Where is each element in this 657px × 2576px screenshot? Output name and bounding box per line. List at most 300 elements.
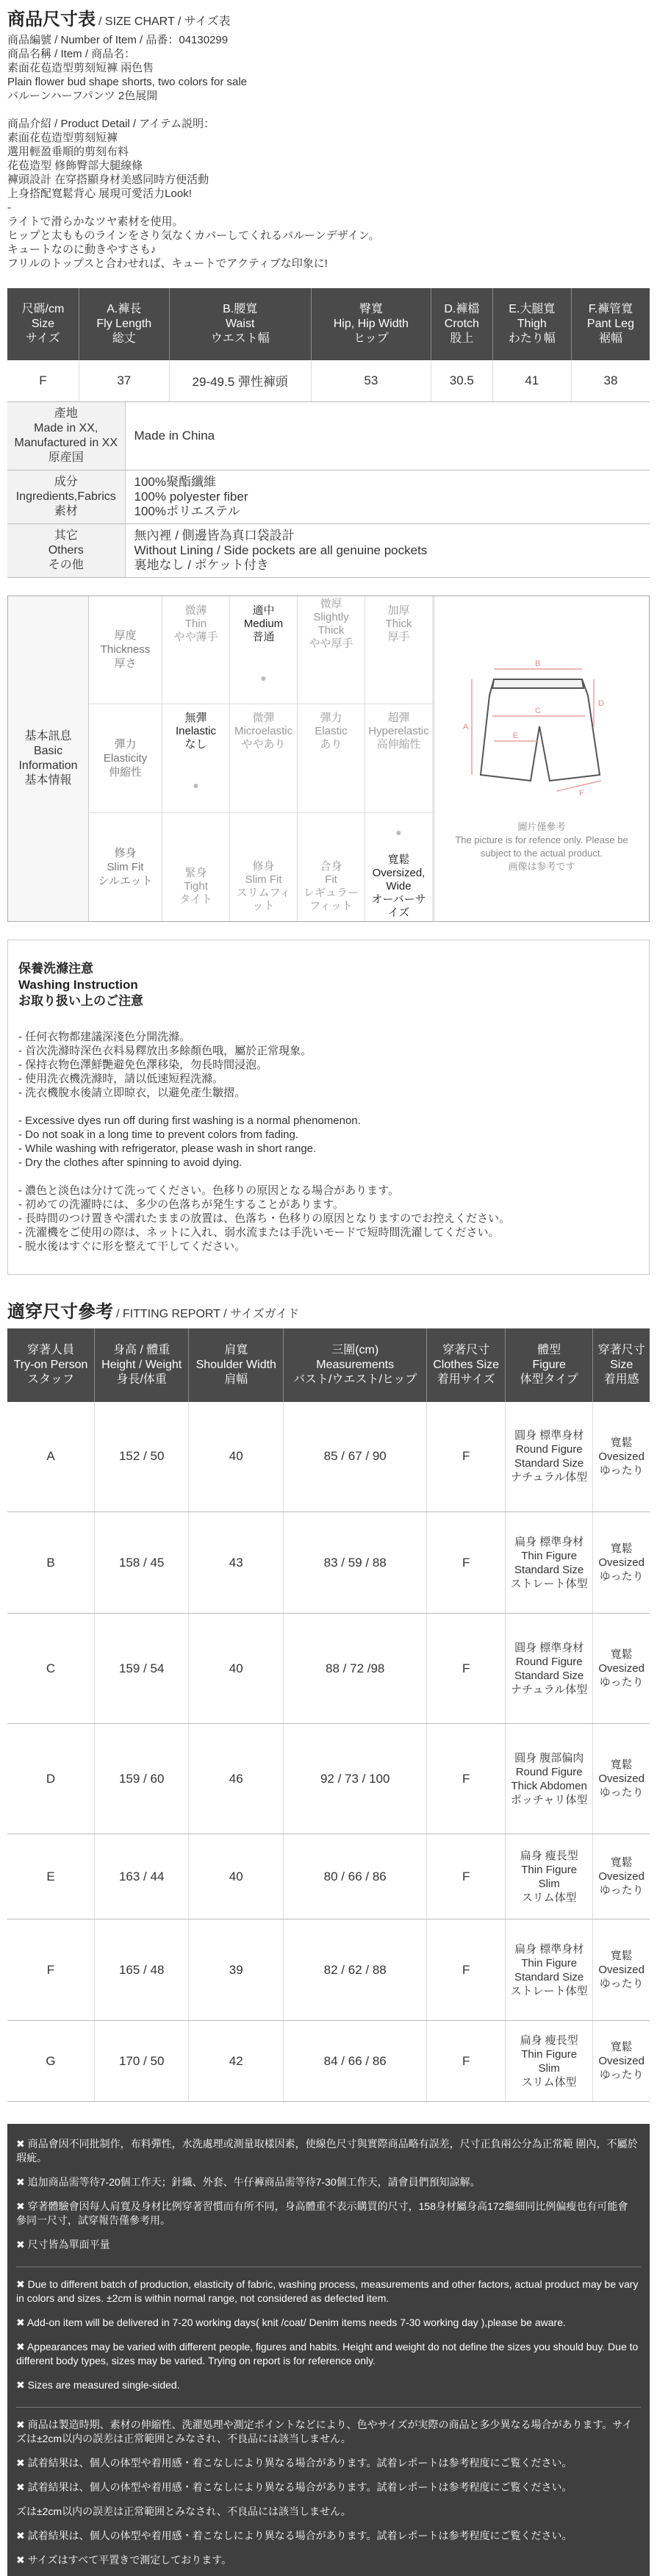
fitting-feel xyxy=(593,1512,650,1614)
figure-line: 扁身 瘦長型 xyxy=(520,1849,578,1862)
figure-line: Round Figure xyxy=(515,1443,583,1456)
basic-option-line: ややあり xyxy=(241,737,286,751)
figure-line: Round Figure xyxy=(515,1765,583,1778)
fitting-cell: 46 xyxy=(189,1724,284,1834)
fitting-cell: F xyxy=(427,1402,506,1512)
fitting-row xyxy=(7,1724,650,1834)
figure-line: Standard Size xyxy=(514,1970,584,1983)
size-row xyxy=(7,360,650,401)
size-column-header xyxy=(492,288,571,360)
fitting-column-header xyxy=(7,1328,94,1402)
header-line: 身高 / 體重 xyxy=(113,1343,170,1356)
info-row xyxy=(7,402,650,471)
basic-option-line: 合身 xyxy=(320,859,342,873)
intro-line: 商品名稱 / Item / 商品名： xyxy=(7,48,136,60)
note-line: ✖ Appearances may be varied with different people, figures and habits. Height and weight do not define the sizes you should buy. Due to different body types, sizes may be varied. Trying on report is for reference only. xyxy=(16,2341,639,2366)
feel-line: Ovesized xyxy=(598,2055,645,2067)
fitting-cell: 88 / 72 /98 xyxy=(284,1614,427,1724)
feel-line: ゆったり xyxy=(599,1676,644,1689)
feel-line: Ovesized xyxy=(598,1870,645,1883)
basic-dot-cell xyxy=(230,759,298,812)
info-table xyxy=(7,402,650,578)
fitting-cell: E xyxy=(7,1834,94,1920)
info-row xyxy=(7,470,650,523)
header-line: 體型 xyxy=(537,1343,561,1356)
fitting-cell: 40 xyxy=(189,1614,284,1724)
fitting-cell: 92 / 73 / 100 xyxy=(284,1724,427,1834)
basic-options xyxy=(162,704,434,812)
info-label-line: 產地 xyxy=(54,407,78,420)
figure-line: Slim xyxy=(538,2061,560,2075)
basic-option-row xyxy=(162,596,434,652)
fitting-figure xyxy=(506,1834,593,1920)
picture-note: 圖片僅參考 The picture is for refence only. Please be subject to the actual product. 画像は参考です xyxy=(455,820,628,872)
header-line: 着用サイズ xyxy=(437,1373,495,1386)
info-label xyxy=(7,523,125,577)
basic-option-line: Slim Fit xyxy=(245,873,282,886)
size-column-header xyxy=(311,288,431,360)
fitting-cell: F xyxy=(427,1724,506,1834)
feel-line: 寬鬆 xyxy=(610,1759,633,1771)
wash-line: - 使用洗衣機洗滌時，請以低速短程洗滌。 xyxy=(18,1072,224,1085)
note-line: ✖ 試着結果は、個人の体型や着用感・着こなしにより異なる場合があります。試着レポートは参考程度にご覧ください。 xyxy=(16,2457,572,2469)
basic-dot-cell xyxy=(365,813,433,852)
intro-line: 商品編號 / Number of Item / 品番：04130299 xyxy=(7,34,229,46)
wash-spacer xyxy=(18,1100,640,1114)
wash-line: - 濃色と淡色は分けて洗ってください。色移りの原因となる場合があります。 xyxy=(18,1184,399,1197)
basic-option xyxy=(230,704,298,758)
basic-dot-cell xyxy=(365,652,433,704)
fitting-feel xyxy=(593,1920,650,2021)
fitting-cell: B xyxy=(7,1512,94,1614)
intro-line: 素面花苞造型剪刻短褲 xyxy=(7,132,118,144)
fitting-figure xyxy=(506,1614,593,1724)
fitting-cell: 80 / 66 / 86 xyxy=(284,1834,427,1920)
size-column-header xyxy=(79,288,169,360)
basic-head-line: Elasticity xyxy=(103,752,148,765)
info-label-line: Others xyxy=(48,543,84,557)
figure-line: Standard Size xyxy=(514,1457,584,1470)
size-cell: 37 xyxy=(79,360,169,401)
size-column-header xyxy=(431,288,493,360)
fitting-cell: 40 xyxy=(189,1834,284,1920)
basic-option-line: やや厚手 xyxy=(309,637,353,650)
feel-line: 寬鬆 xyxy=(610,1856,633,1869)
basic-option-line: Slightly Thick xyxy=(313,610,349,637)
info-value-line: 裏地なし / ポケット付き xyxy=(134,557,269,572)
feel-line: Ovesized xyxy=(598,1556,645,1569)
basic-info-grid xyxy=(89,596,434,921)
note-line: ✖ 穿著體驗會因每人肩寬及身材比例穿著習慣而有所不同，身高體重不表示購買的尺寸，158身材屬身高172繼細同比例偏瘦也有可能會 參同一尺寸，試穿報告僅參考用。 xyxy=(16,2200,628,2226)
diagram-letter-e: E xyxy=(513,731,519,740)
basic-option xyxy=(162,852,230,921)
washing-lines xyxy=(18,1030,640,1253)
basic-row-head xyxy=(89,596,162,704)
fitting-cell: C xyxy=(7,1614,94,1724)
fitting-cell: F xyxy=(427,2021,506,2102)
basic-row xyxy=(89,813,434,921)
header-line: ヒップ xyxy=(353,332,389,345)
intro-line: 選用輕盈垂順的剪刻布料 xyxy=(7,146,129,158)
basic-option-line: Thin xyxy=(184,617,207,630)
basic-option-line: 彈力 xyxy=(320,711,342,724)
feel-line: ゆったり xyxy=(599,1464,644,1477)
note-line: ✖ Add-on item will be delivered in 7-20 working days( knit /coat/ Denim items needs 7-30 working day ),please be aware. xyxy=(16,2316,566,2328)
basic-row xyxy=(89,704,434,813)
fitting-cell: 85 / 67 / 90 xyxy=(284,1402,427,1512)
intro-line: ライトで滑らかなツヤ素材を使用。 xyxy=(7,215,184,228)
fitting-cell: 84 / 66 / 86 xyxy=(284,2021,427,2102)
header-line: 体型タイプ xyxy=(520,1373,578,1386)
basic-head-line: 伸縮性 xyxy=(108,766,142,779)
figure-line: 扁身 標準身材 xyxy=(514,1535,584,1548)
header-line: D.褲檔 xyxy=(444,303,480,315)
selected-dot-icon: ● xyxy=(193,779,199,792)
header-line: スタッフ xyxy=(26,1373,74,1386)
header-line: わたり幅 xyxy=(508,332,556,345)
basic-option-line: タイト xyxy=(179,892,212,906)
fitting-feel xyxy=(593,1402,650,1512)
fitting-column-header xyxy=(94,1328,188,1402)
diagram-letter-a: A xyxy=(463,722,469,731)
header-line: 肩幅 xyxy=(224,1373,248,1386)
basic-option-line: やや薄手 xyxy=(173,630,218,643)
figure-line: Thin Figure xyxy=(521,2047,578,2061)
basic-option-line: 微彈 xyxy=(252,711,275,724)
intro-line: Plain flower bud shape shorts, two colors for sale xyxy=(7,76,247,88)
basic-dot-cell xyxy=(298,652,365,704)
fitting-row xyxy=(7,1402,650,1512)
intro-line: 花苞造型 修飾臀部大腿線條 xyxy=(7,160,143,172)
feel-line: Ovesized xyxy=(598,1772,645,1785)
figure-line: ナチュラル体型 xyxy=(511,1471,588,1484)
figure-line: Round Figure xyxy=(515,1655,583,1668)
basic-option xyxy=(365,704,433,758)
intro-line: 褲頭設計 在穿搭顯身材美感同時方便活動 xyxy=(7,173,209,186)
header-line: Waist xyxy=(225,318,255,330)
header-line: E.大腿寬 xyxy=(509,303,556,315)
product-intro xyxy=(7,33,650,271)
fitting-cell: 152 / 50 xyxy=(94,1402,188,1512)
wash-line: - 長時間のつけ置きや濡れたままの放置は、色落ち・色移りの原因となりますのでお控えください。 xyxy=(18,1212,511,1225)
size-chart-subtitle: / SIZE CHART / サイズ表 xyxy=(98,15,231,28)
basic-option-line: 緊身 xyxy=(184,866,207,879)
wash-line: - 脱水後はすぐに形を整えて干してください。 xyxy=(18,1239,246,1253)
basic-dot-row xyxy=(162,652,434,704)
basic-dot-row xyxy=(162,759,434,812)
wash-line: - 保持衣物色澤鮮艷避免色澤移染，勿長時間浸泡。 xyxy=(18,1058,268,1071)
info-label-line: Ingredients,Fabrics xyxy=(15,490,116,503)
info-label-line: その他 xyxy=(48,558,84,571)
basic-option-line: 厚手 xyxy=(387,630,410,643)
intro-line: バルーンハーフパンツ 2色展開 xyxy=(7,90,158,102)
note-line: ズは±2cm以内の誤差は正常範囲とみなされ、不良品には該当しません。 xyxy=(16,2505,351,2517)
note-line: ✖ 商品は製造時期、素材の伸縮性、洗濯処理や測定ポイントなどにより、色やサイズが実際の商品と多少異なる場合があります。サイズは±2cm以内の誤差は正常範囲とみなされ、不良品には該当しません。 xyxy=(16,2419,633,2444)
selected-dot-icon: ● xyxy=(395,826,402,839)
fitting-header xyxy=(7,1297,650,1323)
figure-line: 扁身 瘦長型 xyxy=(520,2033,578,2047)
feel-line: Ovesized xyxy=(598,1964,645,1976)
figure-line: Thin Figure xyxy=(521,1549,578,1562)
fitting-row xyxy=(7,1614,650,1724)
fitting-cell: 40 xyxy=(189,1402,284,1512)
fitting-subtitle: / FITTING REPORT / サイズガイド xyxy=(116,1307,300,1320)
fitting-cell: 82 / 62 / 88 xyxy=(284,1920,427,2021)
header-line: A.褲長 xyxy=(107,303,142,315)
info-value-line: Made in China xyxy=(134,428,215,443)
basic-option-line: スリムフィット xyxy=(236,886,291,912)
feel-line: 寬鬆 xyxy=(610,1542,633,1555)
fitting-figure xyxy=(506,1512,593,1614)
basic-option xyxy=(162,596,230,652)
figure-line: スリム体型 xyxy=(521,2075,577,2089)
washing-instruction xyxy=(7,940,650,1275)
fitting-cell: F xyxy=(427,1920,506,2021)
basic-option-line: Fit xyxy=(325,873,337,886)
basic-option-line: 微薄 xyxy=(184,604,207,617)
size-cell: F xyxy=(7,360,79,401)
fitting-cell: 165 / 48 xyxy=(94,1920,188,2021)
figure-line: Thin Figure xyxy=(521,1956,578,1969)
info-label-line: 成分 xyxy=(54,475,78,488)
diagram-letter-c: C xyxy=(535,706,541,715)
size-column-header xyxy=(7,288,79,360)
basic-options xyxy=(162,596,434,704)
fitting-feel xyxy=(593,1614,650,1724)
wash-line: - 洗濯機をご使用の際は、ネットに入れ、弱水流または手洗いモードで短時間洗濯してください。 xyxy=(18,1226,500,1239)
basic-head-line: Thickness xyxy=(100,643,151,656)
note-line: ✖ Sizes are measured single-sided. xyxy=(16,2379,180,2391)
header-line: サイズ xyxy=(26,332,60,345)
size-cell: 53 xyxy=(311,360,431,401)
basic-option-line: Microelastic xyxy=(234,724,293,737)
info-row xyxy=(7,523,650,577)
basic-option-line: 適中 xyxy=(252,604,275,617)
size-table xyxy=(7,288,650,402)
fitting-cell: G xyxy=(7,2021,94,2102)
feel-line: Ovesized xyxy=(598,1450,645,1463)
feel-line: ゆったり xyxy=(599,1786,644,1799)
note-line: ✖ サイズはすべて平置きで測定しております。 xyxy=(16,2554,232,2566)
header-line: ウエスト幅 xyxy=(210,332,270,345)
basic-option-line: Elastic xyxy=(315,724,348,737)
header-line: Crotch xyxy=(444,318,479,330)
basic-option-line: Thick xyxy=(385,617,412,630)
fitting-cell: 42 xyxy=(189,2021,284,2102)
wash-line: - While washing with refrigerator, please wash in short range. xyxy=(18,1142,317,1155)
header-line: Figure xyxy=(532,1358,566,1371)
basic-option-line: オーバーサイズ xyxy=(371,892,426,919)
diagram-letter-f: F xyxy=(579,788,584,798)
wash-line: - 首次洗滌時深色衣料易釋放出多餘顏色哦，屬於正常現象。 xyxy=(18,1044,312,1057)
header-line: 三圍(cm) xyxy=(331,1343,379,1356)
notes-ja xyxy=(16,2418,641,2567)
shorts-diagram-panel xyxy=(434,596,649,921)
fitting-cell: F xyxy=(427,1614,506,1724)
notes-zh xyxy=(16,2137,641,2252)
note-line: ✖ 尺寸皆為單面平量 xyxy=(16,2239,110,2250)
fitting-cell: F xyxy=(427,1834,506,1920)
header-line: バスト/ウエスト/ヒップ xyxy=(293,1373,417,1386)
size-cell: 38 xyxy=(571,360,650,401)
size-column-header xyxy=(169,288,311,360)
header-line: Measurements xyxy=(316,1358,395,1371)
header-line: 尺碼/cm xyxy=(21,303,65,315)
header-line: 肩寬 xyxy=(224,1343,248,1356)
header-line: F.褲管寬 xyxy=(588,303,633,315)
header-line: Clothes Size xyxy=(433,1358,500,1371)
notes-panel xyxy=(7,2124,650,2576)
basic-dot-cell xyxy=(365,759,433,812)
fitting-column-header xyxy=(284,1328,427,1402)
intro-line: 上身搭配寬鬆背心 展現可愛活力Look! xyxy=(7,187,192,200)
item-lines xyxy=(7,33,650,103)
basic-option xyxy=(162,704,230,758)
basic-option-line: 微厚 xyxy=(320,597,342,610)
basic-option-line: あり xyxy=(320,737,342,751)
header-line: 裾幅 xyxy=(598,332,622,345)
feel-line: ゆったり xyxy=(599,1570,644,1583)
fitting-cell: A xyxy=(7,1402,94,1512)
info-value xyxy=(125,470,650,523)
info-value-line: 100%ポリエステル xyxy=(134,504,240,518)
basic-option-row xyxy=(162,852,434,921)
wash-line: - Do not soak in a long time to prevent colors from fading. xyxy=(18,1128,299,1141)
fitting-cell: 159 / 54 xyxy=(94,1614,188,1724)
info-label-line: 其它 xyxy=(54,529,78,542)
info-label xyxy=(7,402,125,471)
info-label xyxy=(7,470,125,523)
fitting-row xyxy=(7,1512,650,1614)
wash-line: - 洗衣機脫水後請立即晾衣，以避免產生皺摺。 xyxy=(18,1086,246,1099)
info-label-line: Made in XX, Manufactured in XX xyxy=(14,421,118,449)
figure-line: ストレート体型 xyxy=(510,1984,588,1997)
basic-option xyxy=(298,704,365,758)
fitting-cell: 170 / 50 xyxy=(94,2021,188,2102)
figure-line: Standard Size xyxy=(514,1669,584,1682)
info-label-line: 素材 xyxy=(54,504,78,518)
fitting-cell: D xyxy=(7,1724,94,1834)
header-line: Thigh xyxy=(517,318,547,330)
fitting-cell: 158 / 45 xyxy=(94,1512,188,1614)
header-line: 股上 xyxy=(450,332,474,345)
fitting-cell: 159 / 60 xyxy=(94,1724,188,1834)
washing-title: 保養洗滌注意 Washing Instruction お取り扱い上のご注意 xyxy=(18,961,143,1008)
note-line: ✖ 試着結果は、個人の体型や着用感・着こなしにより異なる場合があります。試着レポートは参考程度にご覧ください。 xyxy=(16,2481,572,2493)
fitting-row xyxy=(7,2021,650,2102)
wash-line: - Dry the clothes after spinning to avoid dying. xyxy=(18,1156,243,1169)
basic-row-head xyxy=(89,704,162,812)
basic-head-line: 厚さ xyxy=(114,657,137,670)
fitting-row xyxy=(7,1834,650,1920)
basic-option-line: Hyperelastic xyxy=(368,724,429,737)
basic-head-line: シルエット xyxy=(98,874,153,887)
wash-line: - 任何衣物都建議深淺色分開洗滌。 xyxy=(18,1030,191,1043)
fitting-cell: 43 xyxy=(189,1512,284,1614)
basic-option-line: 加厚 xyxy=(387,604,410,617)
fitting-row xyxy=(7,1920,650,2021)
basic-option-line: 普通 xyxy=(252,630,275,643)
header-line: B.腰寬 xyxy=(223,303,258,315)
fitting-feel xyxy=(593,1834,650,1920)
fitting-column-header xyxy=(189,1328,284,1402)
shorts-diagram xyxy=(450,644,633,813)
fitting-cell: F xyxy=(7,1920,94,2021)
basic-dot-cell xyxy=(162,759,230,812)
fitting-table xyxy=(7,1328,650,2103)
basic-option-line: Oversized, Wide xyxy=(372,866,426,892)
header-line: Size xyxy=(610,1358,633,1371)
basic-option xyxy=(365,852,433,921)
fitting-cell: 39 xyxy=(189,1920,284,2021)
basic-head-line: Slim Fit xyxy=(107,860,144,873)
info-value xyxy=(125,402,650,471)
intro-line: 素面花苞造型剪刻短褲 兩色售 xyxy=(7,62,154,74)
fitting-figure xyxy=(506,1920,593,2021)
info-value-line: 100% polyester fiber xyxy=(134,489,248,504)
basic-dot-cell xyxy=(162,813,230,852)
header-line: 身長/体重 xyxy=(116,1373,167,1386)
fitting-cell: 163 / 44 xyxy=(94,1834,188,1920)
detail-lines xyxy=(7,117,650,271)
basic-option-line: 無彈 xyxy=(184,711,207,724)
fitting-column-header xyxy=(593,1328,650,1402)
basic-option xyxy=(298,596,365,652)
basic-option-line: Tight xyxy=(184,879,208,892)
header-line: Try-on Person xyxy=(13,1358,88,1371)
note-line: ✖ Due to different batch of production, elasticity of fabric, washing process, measurements and other factors, actual product may be vary in colors and sizes. ±2cm is within normal range, not considered as defected item. xyxy=(16,2278,639,2304)
feel-line: 寬鬆 xyxy=(610,1950,633,1962)
selected-dot-icon: ● xyxy=(260,671,267,684)
header-line: 臀寬 xyxy=(359,303,383,315)
basic-option-row xyxy=(162,704,434,758)
diagram-letter-b: B xyxy=(535,659,541,668)
feel-line: 寬鬆 xyxy=(610,1436,633,1449)
basic-option-line: なし xyxy=(184,737,207,751)
basic-option-line: レギュラーフィット xyxy=(303,886,359,912)
basic-dot-cell xyxy=(230,813,298,852)
figure-line: Thick Abdomen xyxy=(511,1779,587,1792)
feel-line: ゆったり xyxy=(599,1884,644,1897)
basic-option-line: Medium xyxy=(243,617,284,630)
feel-line: ゆったり xyxy=(599,2069,644,2081)
size-cell: 30.5 xyxy=(431,360,493,401)
note-line: ✖ 追加商品需等待7-20個工作天；針織、外套、牛仔褲商品需等待7-30個工作天，請會員們預知諒解。 xyxy=(16,2176,481,2188)
basic-option-line: 修身 xyxy=(252,859,275,873)
figure-line: Standard Size xyxy=(514,1563,584,1576)
intro-line: ヒップと太もものラインをさり気なくカバーしてくれるバルーンデザイン。 xyxy=(7,229,380,242)
feel-line: 寬鬆 xyxy=(610,2041,633,2053)
basic-option xyxy=(230,596,298,652)
header-line: Fly Length xyxy=(96,318,152,330)
basic-option xyxy=(230,852,298,921)
note-line: ✖ 試着結果は、個人の体型や着用感・着こなしにより異なる場合があります。試着レポートは参考程度にご覧ください。 xyxy=(16,2530,572,2541)
feel-line: 寬鬆 xyxy=(610,1648,633,1661)
basic-head-line: 厚度 xyxy=(114,629,137,643)
figure-line: スリム体型 xyxy=(521,1891,577,1904)
basic-option-line: Inelastic xyxy=(175,724,217,737)
basic-dot-cell xyxy=(298,813,365,852)
intro-line: 商品介紹 / Product Detail / アイテム説明： xyxy=(7,118,215,130)
basic-option-line: 寬鬆 xyxy=(387,853,410,866)
wash-line: - 初めての洗濯時には、多少の色落ちが発生することがあります。 xyxy=(18,1198,344,1211)
basic-info-label: 基本訊息 Basic Information 基本情報 xyxy=(8,596,89,921)
basic-dot-cell xyxy=(162,652,230,704)
header-line: Pant Leg xyxy=(586,318,634,330)
fitting-title: 適穿尺寸參考 xyxy=(7,1301,113,1322)
wash-line: - Excessive dyes run off during first washing is a normal phenomenon. xyxy=(18,1114,361,1127)
intro-line: キュートなのに動きやすさも♪ xyxy=(7,243,157,256)
